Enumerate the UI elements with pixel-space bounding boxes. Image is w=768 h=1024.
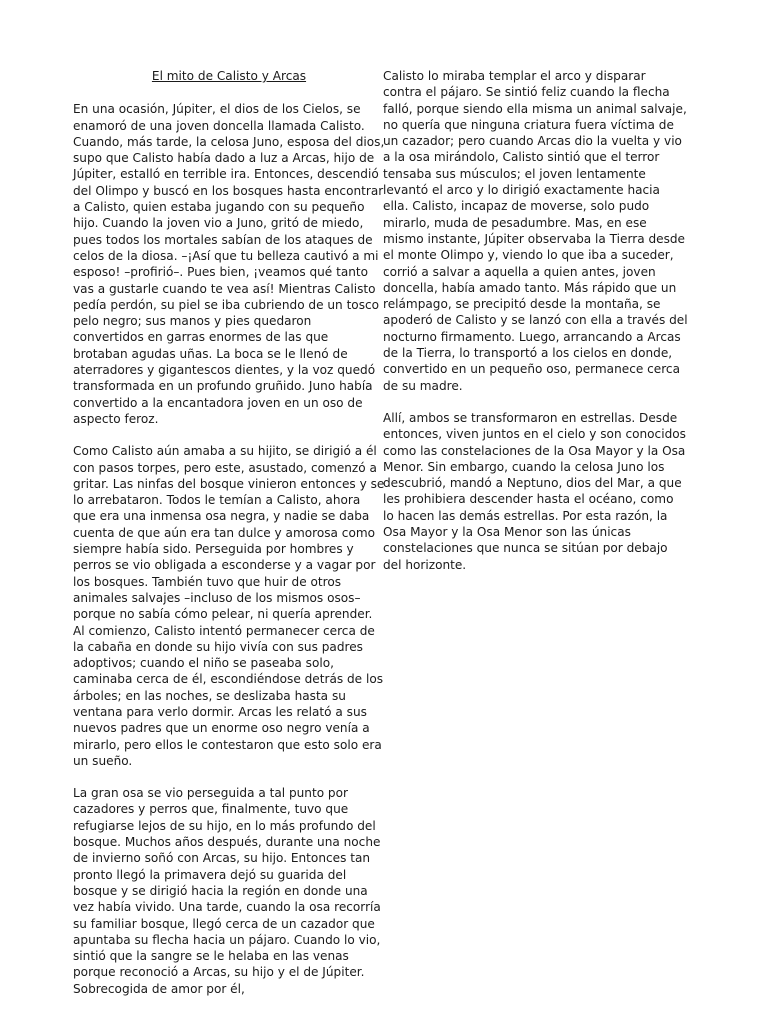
right-column: [383, 68, 688, 589]
paragraph: Como Calisto aún amaba a su hijito, se dirigió a él con pasos torpes, pero este, asustado, comenzó a gritar. Las ninfas del bosque vinieron entonces y se lo arrebataron. Todos le temían a Calisto, ahora que era una inmensa osa negra, y nadie se daba cuenta de que aún era tan dulce y amorosa como siempre había sido. Perseguida por hombres y perros se vio obligada a esconderse y a vagar por los bosques. También tuvo que huir de otros animales salvajes –incluso de los mismos osos– porque no sabía cómo pelear, ni quería aprender. Al comienzo, Calisto intentó permanecer cerca de la cabaña en donde su hijo vivía con sus padres adoptivos; cuando el niño se paseaba solo, caminaba cerca de él, escondiéndose detrás de los árboles; en las noches, se deslizaba hasta su ventana para verlo dormir. Arcas les relató a sus nuevos padres que un enorme oso negro venía a mirarlo, pero ellos le contestaron que esto solo era un sueño.: [73, 444, 385, 768]
paragraph: La gran osa se vio perseguida a tal punto por cazadores y perros que, finalmente, tuvo que refugiarse lejos de su hijo, en lo más profundo del bosque. Muchos años después, durante una noche de invierno soñó con Arcas, su hijo. Entonces tan pronto llegó la primavera dejó su guarida del bosque y se dirigió hacia la región en donde una vez había vivido. Una tarde, cuando la osa recorría su familiar bosque, llegó cerca de un cazador que apuntaba su flecha hacia un pájaro. Cuando lo vio, sintió que la sangre se le helaba en las venas porque reconoció a Arcas, su hijo y el de Júpiter. Sobrecogida de amor por él,: [73, 786, 381, 996]
paragraph: Allí, ambos se transformaron en estrellas. Desde entonces, viven juntos en el cielo y son conocidos como las constelaciones de la Osa Mayor y la Osa Menor. Sin embargo, cuando la celosa Juno los descubrió, mandó a Neptuno, dios del Mar, a que les prohibiera descender hasta el océano, como lo hacen las demás estrellas. Por esta razón, la Osa Mayor y la Osa Menor son las únicas constelaciones que nunca se sitúan por debajo del horizonte.: [383, 410, 686, 572]
document-title: El mito de Calisto y Arcas: [151, 69, 307, 83]
paragraph: En una ocasión, Júpiter, el dios de los Cielos, se enamoró de una joven doncella llamada Calisto. Cuando, más tarde, la celosa Juno, esposa del dios, supo que Calisto había dado a luz a Arcas, hijo de Júpiter, estalló en terrible ira. Entonces, descendió del Olimpo y buscó en los bosques hasta encontrar a Calisto, quien estaba jugando con su pequeño hijo. Cuando la joven vio a Juno, gritó de miedo, pues todos los mortales sabían de los ataques de celos de la diosa. –¡Así que tu belleza cautivó a mi esposo! –profirió–. Pues bien, ¡veamos qué tanto vas a gustarle cuando te vea así! Mientras Calisto pedía perdón, su piel se iba cubriendo de un tosco pelo negro; sus manos y pies quedaron convertidos en garras enormes de las que brotaban agudas uñas. La boca se le llenó de aterradores y gigantescos dientes, y la voz quedó transformada en un profundo gruñido. Juno había convertido a la encantadora joven en un oso de aspecto feroz.: [73, 102, 385, 426]
left-column: [73, 68, 385, 1013]
paragraph: Calisto lo miraba templar el arco y disparar contra el pájaro. Se sintió feliz cuando la flecha falló, porque siendo ella misma un animal salvaje, no quería que ninguna criatura fuera víctima de un cazador; pero cuando Arcas dio la vuelta y vio a la osa mirándolo, Calisto sintió que el terror tensaba sus músculos; el joven lentamente levantó el arco y lo dirigió exactamente hacia ella. Calisto, incapaz de moverse, solo pudo mirarlo, muda de pesadumbre. Mas, en ese mismo instante, Júpiter observaba la Tierra desde el monte Olimpo y, viendo lo que iba a suceder, corrió a salvar a aquella a quien antes, joven doncella, había amado tanto. Más rápido que un relámpago, se precipitó desde la montaña, se apoderó de Calisto y se lanzó con ella a través del nocturno firmamento. Luego, arrancando a Arcas de la Tierra, lo transportó a los cielos en donde, convertido en un pequeño oso, permanece cerca de su madre.: [383, 69, 688, 393]
